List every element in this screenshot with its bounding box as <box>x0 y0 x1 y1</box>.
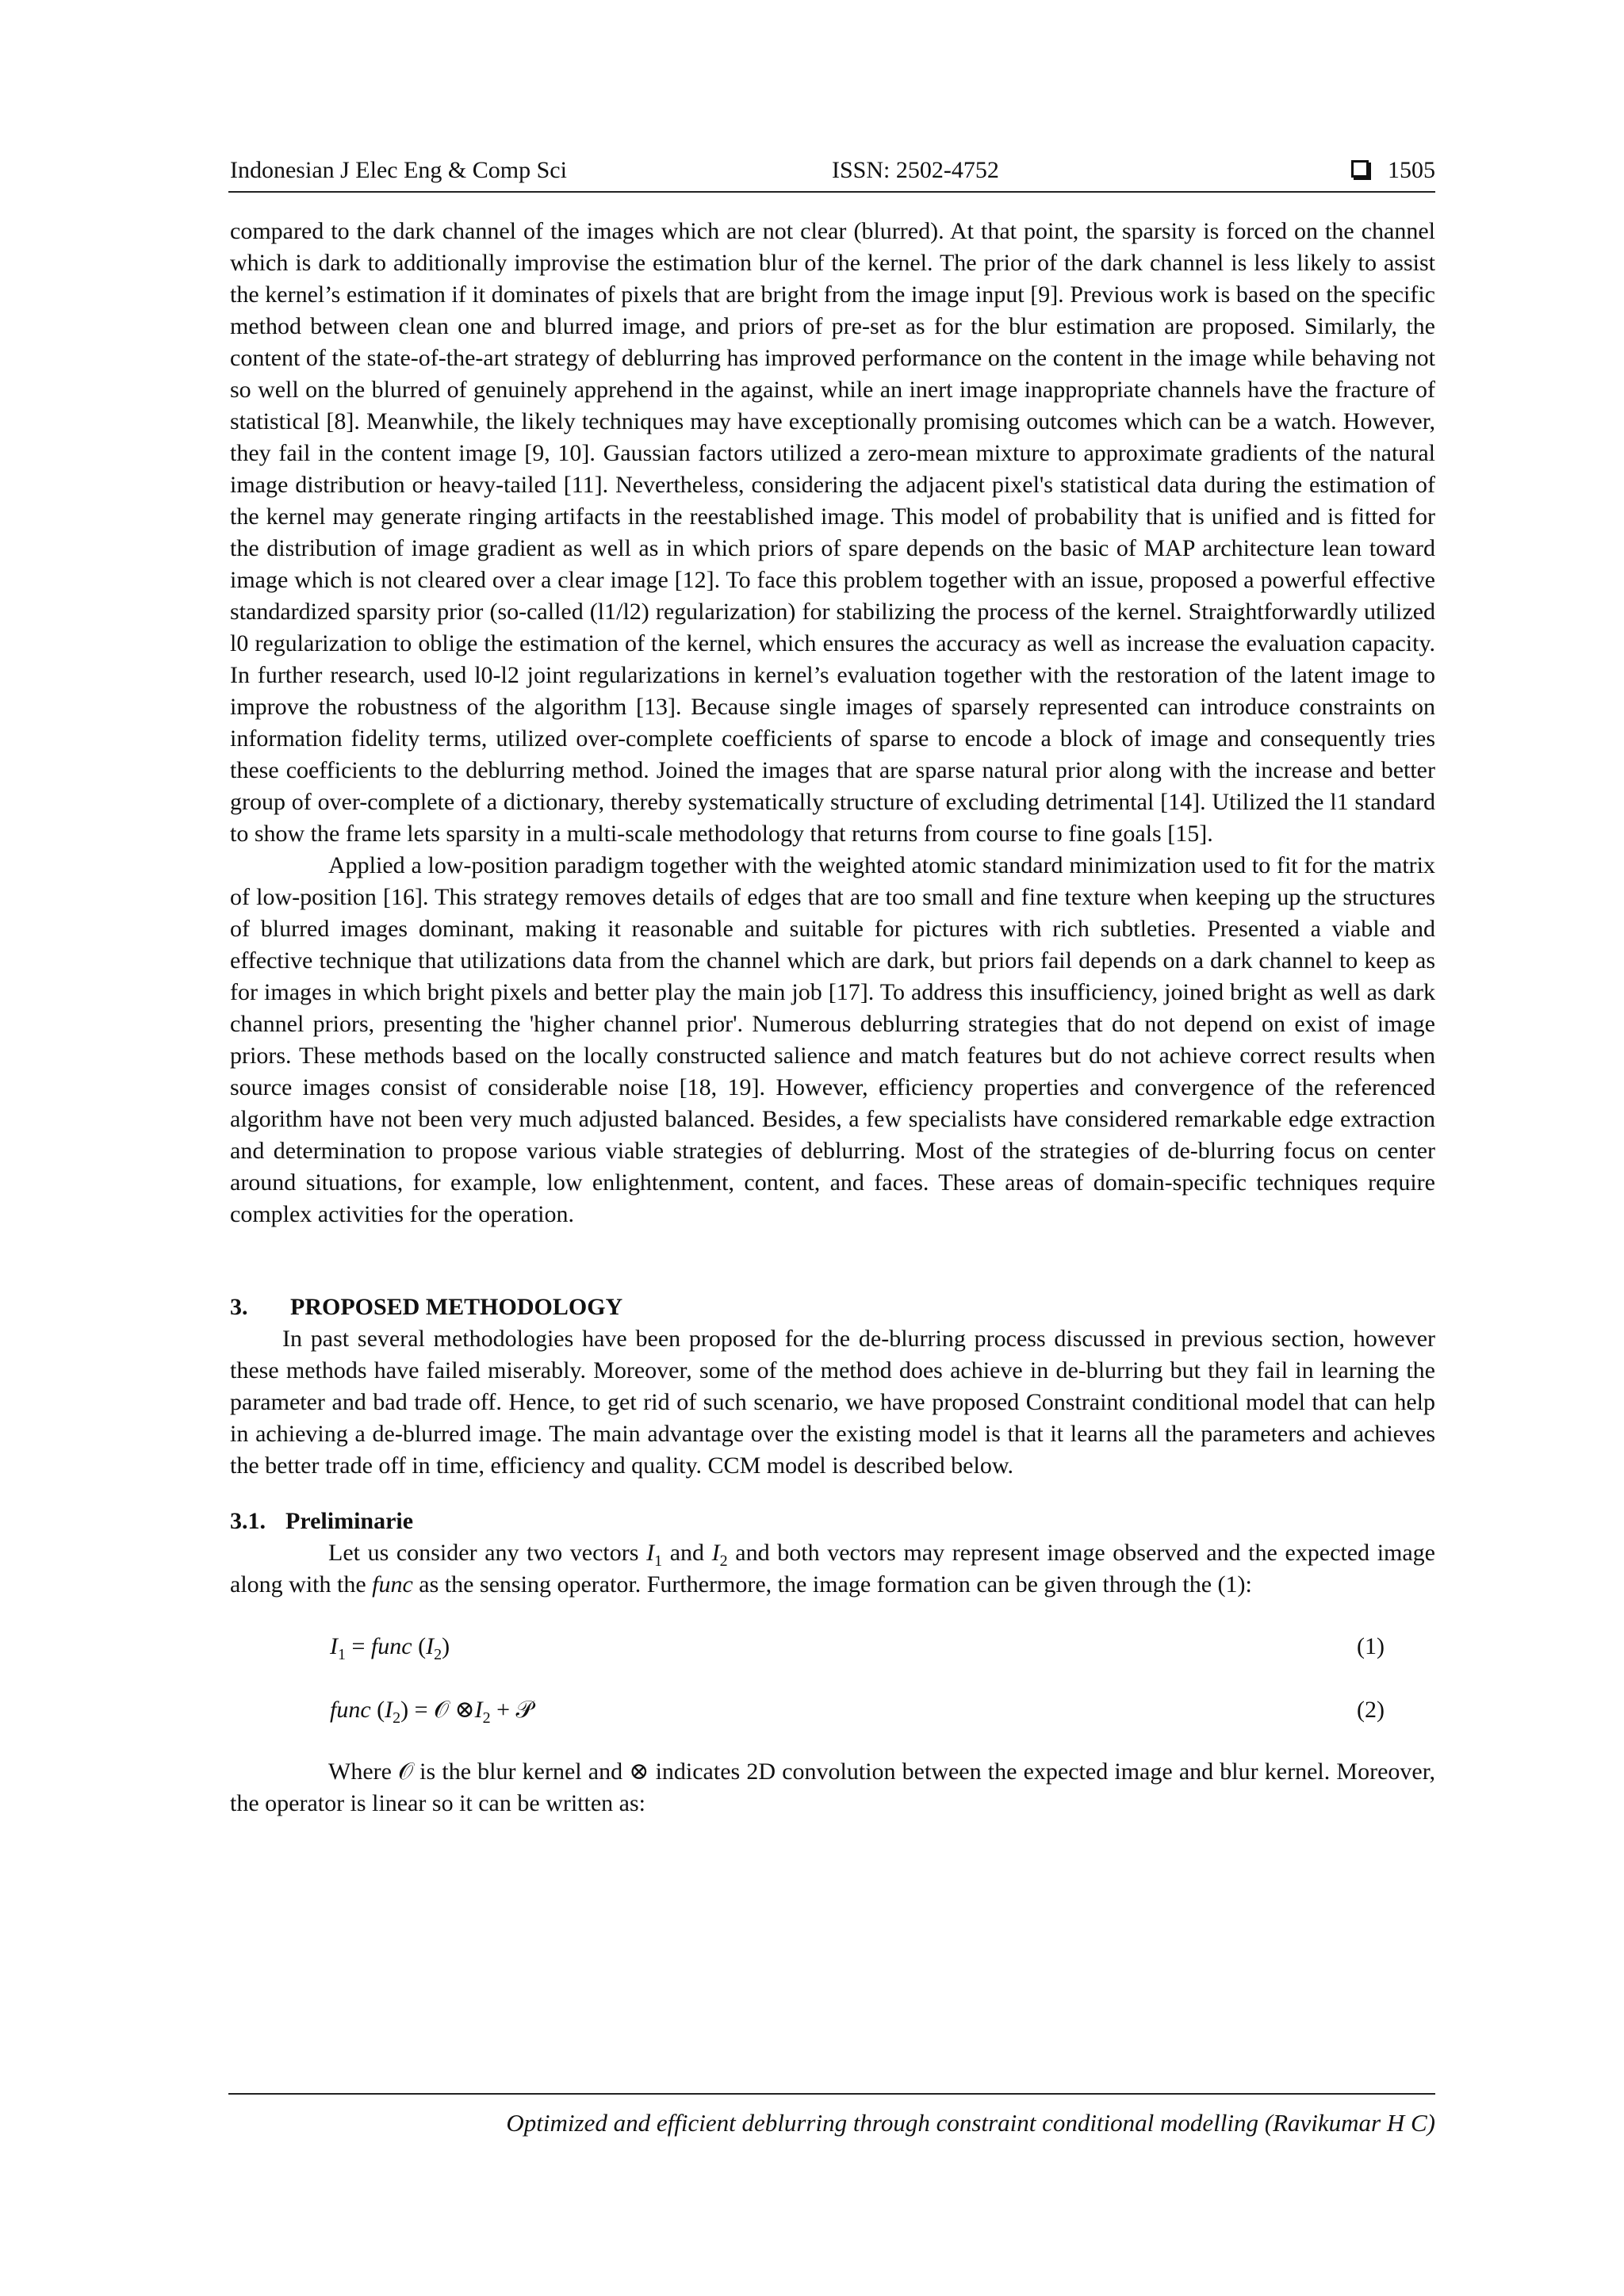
math-var-i1: I <box>646 1540 655 1566</box>
equation-2 <box>330 1694 1385 1726</box>
journal-name: Indonesian J Elec Eng & Comp Sci <box>230 157 567 183</box>
running-header <box>230 152 1435 189</box>
paragraph-preliminarie: Let us consider any two vectors $I_1$ and $I_2$ and both vectors may represent image observed and the expected image along with the func as the sensing operator. Furthermore, the image formation can be given through the (1): <box>230 1540 1435 1598</box>
issn: ISSN: 2502-4752 <box>832 157 999 183</box>
paragraph-continued: compared to the dark channel of the images which are not clear (blurred). At that point, the sparsity is forced on the channel which is dark to additionally improvise the estimation blur of the kernel. The prior of the dark channel is less likely to assist the kernel’s estimation if it dominates of pixels that are bright from the image input [9]. Previous work is based on the specific method between clean one and blurred image, and priors of pre-set as for the blur estimation are proposed. Similarly, the content of the state-of-the-art strategy of deblurring has improved performance on the content in the image while behaving not so well on the blurred of genuinely apprehend in the against, while an inert image inappropriate channels have the fracture of statistical [8]. Meanwhile, the likely techniques may have exceptionally promising outcomes which can be a watch. However, they fail in the content image [9, 10]. Gaussian factors utilized a zero-mean mixture to approximate gradients of the natural image distribution or heavy-tailed [11]. Nevertheless, considering the adjacent pixel's statistical data during the estimation of the kernel may generate ringing artifacts in the reestablished image. This model of probability that is unified and is fitted for the distribution of image gradient as well as in which priors of spare depends on the basic of MAP architecture lean toward image which is not cleared over a clear image [12]. To face this problem together with an issue, proposed a powerful effective standardized sparsity prior (so-called (l1/l2) regularization) for stabilizing the process of the kernel. Straightforwardly utilized l0 regularization to oblige the estimation of the kernel, which ensures the accuracy as well as increase the evaluation capacity. In further research, used l0-l2 joint regularizations in kernel’s evaluation together with the restoration of the latent image to improve the robustness of the algorithm [13]. Because single images of sparsely represented can introduce constraints on information fidelity terms, utilized over-complete coefficients of sparse to encode a block of image and consequently tries these coefficients to the deblurring method. Joined the images that are sparse natural prior along with the increase and better group of over-complete of a dictionary, thereby systematically structure of excluding detrimental [14]. Utilized the l1 standard to show the frame lets sparsity in a multi-scale methodology that returns from course to fine goals [15]. <box>230 218 1435 847</box>
paragraph-where: Where 𝒪 is the blur kernel and ⊗ indicates 2D convolution between the expected image and blur kernel. Moreover, the operator is linear so it can be written as: <box>230 1758 1435 1816</box>
page-body <box>230 216 1435 1820</box>
paragraph-low-rank: Applied a low-position paradigm together with the weighted atomic standard minimization used to fit for the matrix of low-position [16]. This strategy removes details of edges that are too small and fine texture when keeping up the structures of blurred images dominant, making it reasonable and suitable for pictures with rich subtleties. Presented a viable and effective technique that utilizations data from the channel which are dark, but priors fail depends on a dark channel to keep as for images in which bright pixels and better play the main job [17]. To address this insufficiency, joined bright as well as dark channel priors, presenting the 'higher channel prior'. Numerous deblurring strategies that do not depend on exist of image priors. These methods based on the locally constructed salience and match features but do not achieve correct results when source images consist of considerable noise [18, 19]. However, efficiency properties and convergence of the referenced algorithm have not been very much adjusted balanced. Besides, a few specialists have considered remarkable edge extraction and determination to propose various viable strategies of deblurring. Most of the strategies of de-blurring focus on center around situations, for example, low enlightenment, content, and faces. These areas of domain-specific techniques require complex activities for the operation. <box>230 852 1435 1227</box>
math-kernel-symbol: 𝒪 <box>398 1758 414 1785</box>
section-heading-3 <box>230 1292 1435 1323</box>
checkbox-square-icon <box>1351 160 1369 178</box>
section-title: PROPOSED METHODOLOGY <box>290 1294 623 1320</box>
equation-1 <box>330 1631 1385 1663</box>
section-number: 3. <box>230 1294 248 1320</box>
header-rule <box>228 191 1435 193</box>
equation-2-number: (2) <box>1357 1697 1385 1723</box>
equation-1-number: (1) <box>1357 1633 1385 1659</box>
subsection-number: 3.1. <box>230 1508 266 1534</box>
running-footer: Optimized and efficient deblurring through constraint conditional modelling (Ravikumar H C) <box>506 2109 1435 2137</box>
equation-2-expression: func $(I_2)$ = 𝒪 $\otimes I_2$ + 𝒫 <box>330 1697 534 1727</box>
subsection-title: Preliminarie <box>285 1508 414 1534</box>
math-func: func <box>372 1571 413 1598</box>
footer-rule <box>228 2093 1435 2095</box>
equation-1-expression: $I_1$ = func $(I_2)$ <box>330 1633 450 1663</box>
page-number: 1505 <box>1388 157 1435 183</box>
subsection-heading-3-1 <box>230 1506 1435 1537</box>
paragraph-methodology: In past several methodologies have been proposed for the de-blurring process discussed in previous section, however these methods have failed miserably. Moreover, some of the method does achieve in de-blurring but they fail in learning the parameter and bad trade off. Hence, to get rid of such scenario, we have proposed Constraint conditional model that can help in achieving a de-blurred image. The main advantage over the existing model is that it learns all the parameters and achieves the better trade off in time, efficiency and quality. CCM model is described below. <box>230 1326 1435 1479</box>
math-var-i2: I <box>711 1540 720 1566</box>
math-convolution-symbol: ⊗ <box>629 1758 649 1785</box>
